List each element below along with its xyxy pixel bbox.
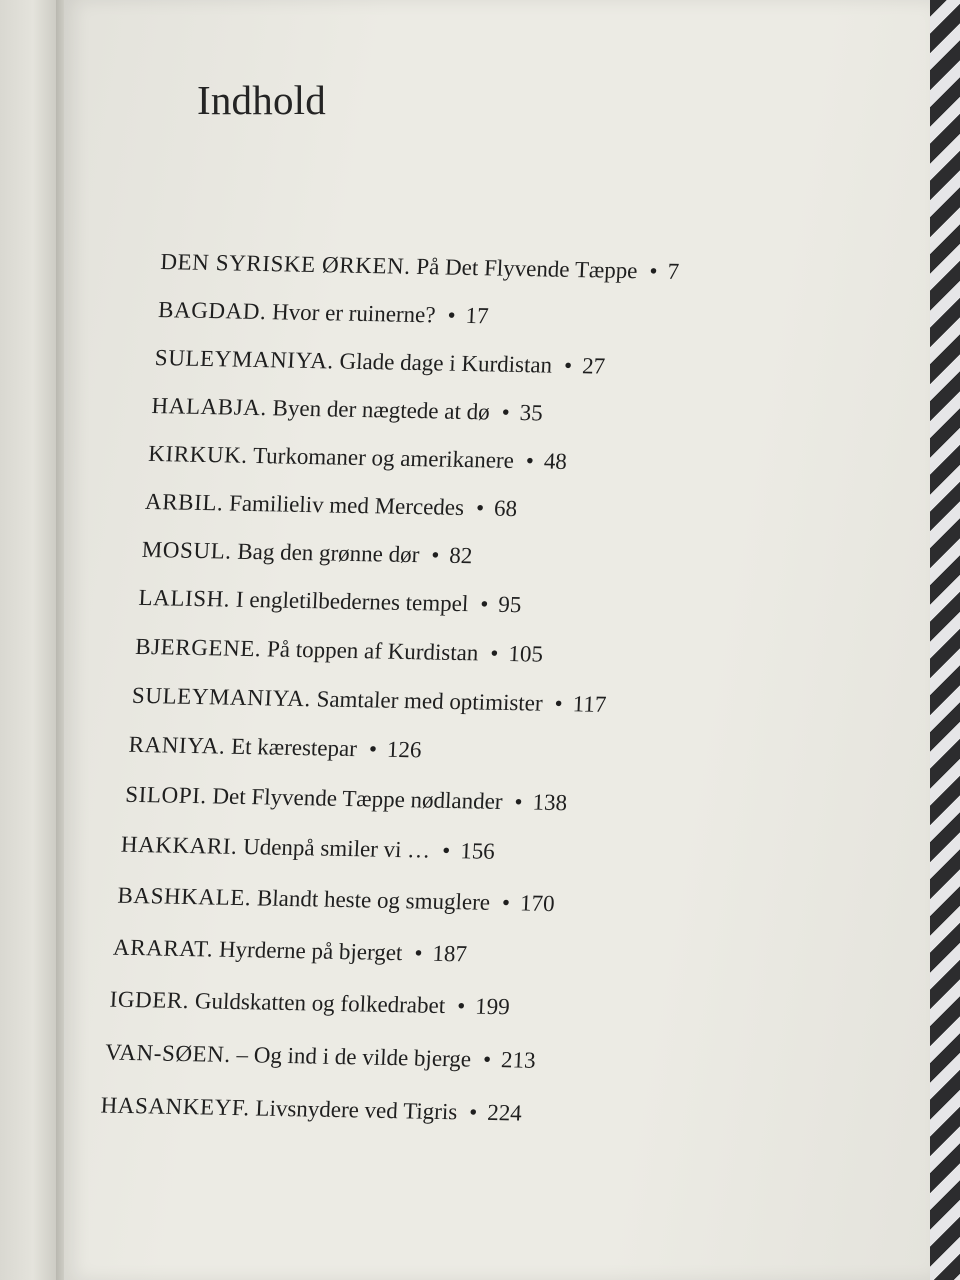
toc-entry (148, 439, 568, 477)
toc-entry-page: 68 (493, 495, 518, 522)
toc-entry (104, 1038, 536, 1076)
toc-entry (138, 583, 522, 620)
toc-entry-place: HALABJA. (151, 392, 268, 421)
toc-entry-place: HASANKEYF. (100, 1092, 251, 1121)
toc-entry-place: BAGDAD. (157, 297, 268, 325)
toc-entry-place: BJERGENE. (134, 633, 262, 662)
toc-entry (112, 933, 467, 970)
toc-entry-page: 7 (666, 258, 680, 284)
toc-bullet: • (513, 789, 524, 815)
toc-entry-place: LALISH. (138, 584, 231, 612)
toc-entry-subtitle: På toppen af Kurdistan (266, 636, 479, 666)
toc-entry-subtitle: Blandt heste og smuglere (256, 885, 491, 915)
toc-bullet: • (501, 399, 511, 425)
toc-entry-subtitle: Et kærestepar (230, 733, 358, 762)
toc-entry-subtitle: Glade dage i Kurdistan (339, 348, 553, 378)
book-page (64, 0, 930, 1280)
toc-bullet: • (446, 302, 457, 328)
toc-entry-subtitle: Familieliv med Mercedes (228, 490, 465, 521)
toc-bullet: • (648, 258, 659, 284)
toc-entry-place: HAKKARI. (120, 831, 239, 859)
toc-entry-subtitle: Turkomaner og amerikanere (252, 442, 515, 473)
toc-entry-page: 95 (497, 591, 522, 618)
toc-entry (135, 632, 544, 670)
toc-entry-page: 17 (465, 302, 490, 329)
toc-entry (131, 681, 607, 720)
toc-entry (120, 830, 495, 867)
toc-bullet: • (368, 736, 378, 762)
toc-entry-page: 199 (474, 993, 511, 1020)
toc-bullet: • (456, 993, 466, 1019)
toc-entry-subtitle: Det Flyvende Tæppe nødlander (211, 783, 504, 814)
toc-entry-page: 48 (543, 448, 568, 474)
toc-bullet: • (482, 1046, 492, 1072)
toc-entry (117, 881, 555, 919)
toc-entry-page: 187 (431, 940, 468, 967)
toc-entry-subtitle: Hvor er ruinerne? (271, 299, 437, 328)
toc-entry-page: 224 (486, 1099, 523, 1126)
toc-entry-place: DEN SYRISKE ØRKEN. (159, 249, 412, 279)
toc-entry-subtitle: – Og ind i de vilde bjerge (235, 1042, 472, 1072)
toc-entry-place: SULEYMANIYA. (131, 682, 312, 712)
toc-entry-place: SULEYMANIYA. (154, 344, 335, 374)
toc-entry-page: 156 (459, 838, 496, 864)
toc-bullet: • (489, 640, 500, 666)
toc-entry-place: RANIYA. (128, 731, 227, 759)
toc-entry-subtitle: Byen der nægtede at dø (272, 395, 491, 425)
toc-entry-page: 213 (500, 1047, 537, 1073)
toc-entry-place: MOSUL. (141, 536, 233, 564)
toc-bullet: • (563, 352, 573, 378)
toc-entry (157, 295, 489, 331)
toc-entry (128, 730, 422, 766)
toc-entry-page: 35 (519, 400, 544, 426)
toc-bullet: • (475, 495, 485, 521)
toc-entry-place: IGDER. (109, 986, 190, 1014)
toc-entry (154, 343, 606, 382)
toc-entry-place: SILOPI. (124, 781, 208, 809)
toc-entry-place: ARBIL. (144, 488, 225, 516)
toc-entry (109, 985, 510, 1023)
toc-entry-subtitle: I engletilbedernes tempel (235, 586, 469, 617)
page-title: Indhold (197, 77, 326, 123)
toc-entry (125, 780, 568, 818)
toc-entry (160, 247, 680, 287)
toc-entry (141, 535, 473, 571)
toc-entry-page: 170 (519, 890, 556, 917)
toc-entry-page: 27 (581, 353, 606, 379)
toc-bullet: • (430, 542, 440, 568)
toc-entry-page: 138 (531, 789, 568, 816)
toc-entry-page: 82 (448, 542, 473, 569)
toc-bullet: • (468, 1099, 478, 1125)
toc-entry-subtitle: Hyrderne på bjerget (218, 936, 404, 966)
toc-bullet: • (554, 690, 564, 717)
toc-entry-subtitle: Udenpå smiler vi … (242, 834, 431, 863)
toc-entry-place: BASHKALE. (116, 882, 252, 911)
toc-entry-place: ARARAT. (112, 934, 214, 962)
toc-entry-subtitle: Samtaler med optimister (316, 686, 544, 716)
toc-entry-place: KIRKUK. (147, 440, 249, 468)
toc-bullet: • (479, 591, 489, 617)
toc-entry-subtitle: Bag den grønne dør (236, 538, 420, 568)
toc-entry-page: 117 (572, 691, 607, 717)
toc-bullet: • (525, 448, 535, 474)
toc-entry-place: VAN-SØEN. (104, 1039, 232, 1067)
toc-bullet: • (413, 940, 424, 966)
toc-entry (144, 487, 517, 524)
toc-bullet: • (501, 890, 511, 916)
toc-entry-page: 105 (507, 640, 544, 667)
toc-entry-subtitle: Guldskatten og folkedrabet (194, 988, 446, 1019)
toc-bullet: • (441, 837, 451, 864)
toc-entry (100, 1090, 523, 1128)
toc-entry-page: 126 (386, 736, 423, 763)
toc-entry (151, 391, 543, 429)
toc-entry-subtitle: Livsnydere ved Tigris (254, 1095, 458, 1125)
toc-entry-subtitle: På Det Flyvende Tæppe (415, 253, 639, 284)
table-of-contents (16, 0, 942, 1280)
